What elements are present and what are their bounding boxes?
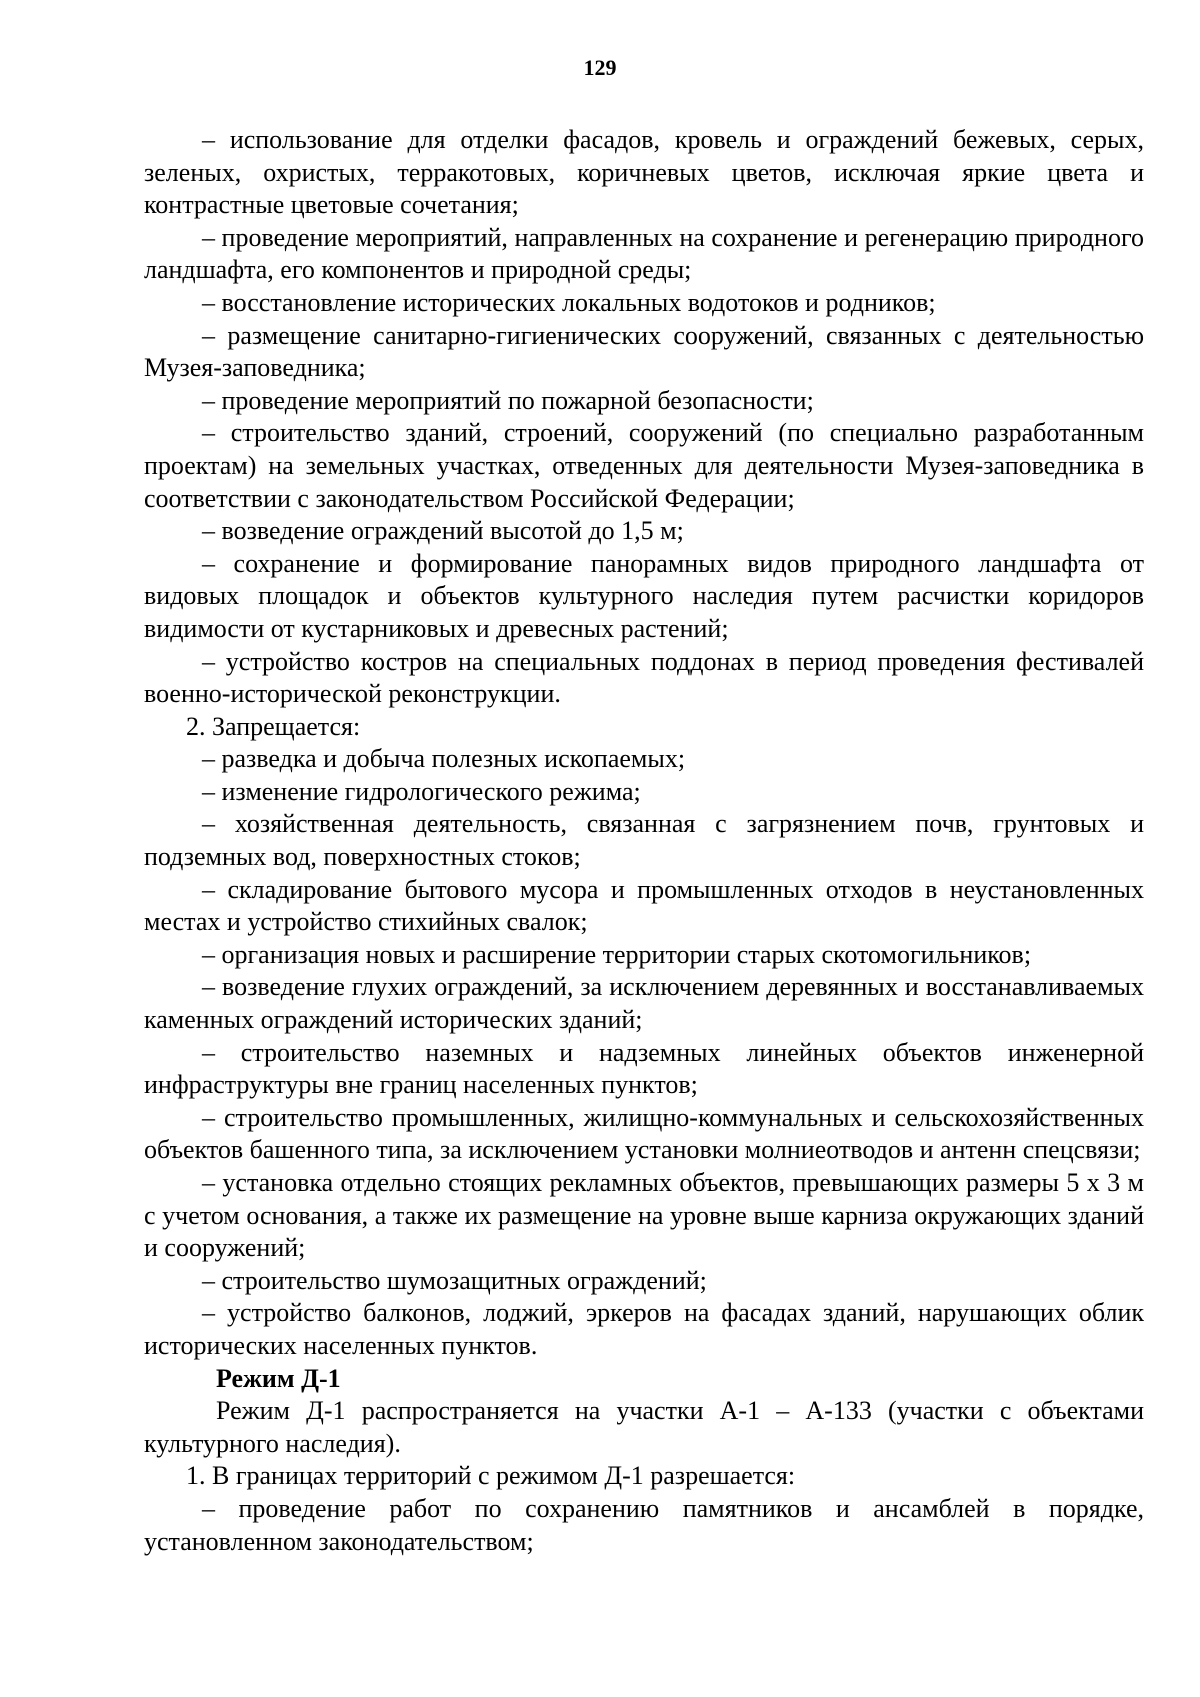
document-body <box>144 124 1144 1558</box>
paragraph: – устройство костров на специальных поддонах в период проведения фестивалей военно-исторической реконструкции. <box>144 646 1144 709</box>
paragraph: – возведение ограждений высотой до 1,5 м; <box>202 516 684 546</box>
paragraph: – использование для отделки фасадов, кровель и ограждений бежевых, серых, зеленых, охристых, терракотовых, коричневых цветов, исключая яркие цвета и контрастные цветовые сочетания; <box>144 125 1144 220</box>
paragraph: – разведка и добыча полезных ископаемых; <box>202 744 686 774</box>
paragraph: – изменение гидрологического режима; <box>202 776 641 806</box>
paragraph: – сохранение и формирование панорамных видов природного ландшафта от видовых площадок и объектов культурного наследия путем расчистки коридоров видимости от кустарниковых и древесных растений; <box>144 548 1144 643</box>
paragraph: – организация новых и расширение территории старых скотомогильников; <box>202 939 1032 969</box>
paragraph: – складирование бытового мусора и промышленных отходов в неустановленных местах и устройство стихийных свалок; <box>144 874 1144 937</box>
paragraph: – строительство наземных и надземных линейных объектов инженерной инфраструктуры вне границ населенных пунктов; <box>144 1037 1144 1100</box>
paragraph: – проведение работ по сохранению памятников и ансамблей в порядке, установленном законодательством; <box>144 1493 1144 1556</box>
page-number: 129 <box>583 55 617 80</box>
paragraph: – устройство балконов, лоджий, эркеров на фасадах зданий, нарушающих облик исторических населенных пунктов. <box>144 1298 1144 1360</box>
section-number: 2. Запрещается: <box>186 711 361 741</box>
paragraph: – проведение мероприятий, направленных на сохранение и регенерацию природного ландшафта, его компонентов и природной среды; <box>144 222 1144 285</box>
paragraph: – строительство шумозащитных ограждений; <box>202 1265 707 1295</box>
section-number: 1. В границах территорий с режимом Д-1 разрешается: <box>186 1461 796 1491</box>
paragraph: – восстановление исторических локальных водотоков и родников; <box>202 287 936 317</box>
paragraph: – хозяйственная деятельность, связанная с загрязнением почв, грунтовых и подземных вод, поверхностных стоков; <box>144 809 1144 872</box>
paragraph: – размещение санитарно-гигиенических сооружений, связанных с деятельностью Музея-заповедника; <box>144 320 1144 383</box>
paragraph: – установка отдельно стоящих рекламных объектов, превышающих размеры 5 х 3 м с учетом основания, а также их размещение на уровне выше карниза окружающих зданий и сооружений; <box>144 1168 1144 1263</box>
paragraph: – строительство промышленных, жилищно-коммунальных и сельскохозяйственных объектов башенного типа, за исключением установки молниеотводов и антенн спецсвязи; <box>144 1102 1144 1165</box>
paragraph: – строительство зданий, строений, сооружений (по специально разработанным проектам) на земельных участках, отведенных для деятельности Музея-заповедника в соответствии с законодательством Российской Федерации; <box>144 418 1144 513</box>
paragraph: – возведение глухих ограждений, за исключением деревянных и восстанавливаемых каменных ограждений исторических зданий; <box>144 972 1144 1035</box>
paragraph: Режим Д-1 распространяется на участки А-1 – А-133 (участки с объектами культурного наследия). <box>144 1396 1144 1458</box>
paragraph: – проведение мероприятий по пожарной безопасности; <box>202 385 814 415</box>
section-heading: Режим Д-1 <box>216 1363 341 1393</box>
